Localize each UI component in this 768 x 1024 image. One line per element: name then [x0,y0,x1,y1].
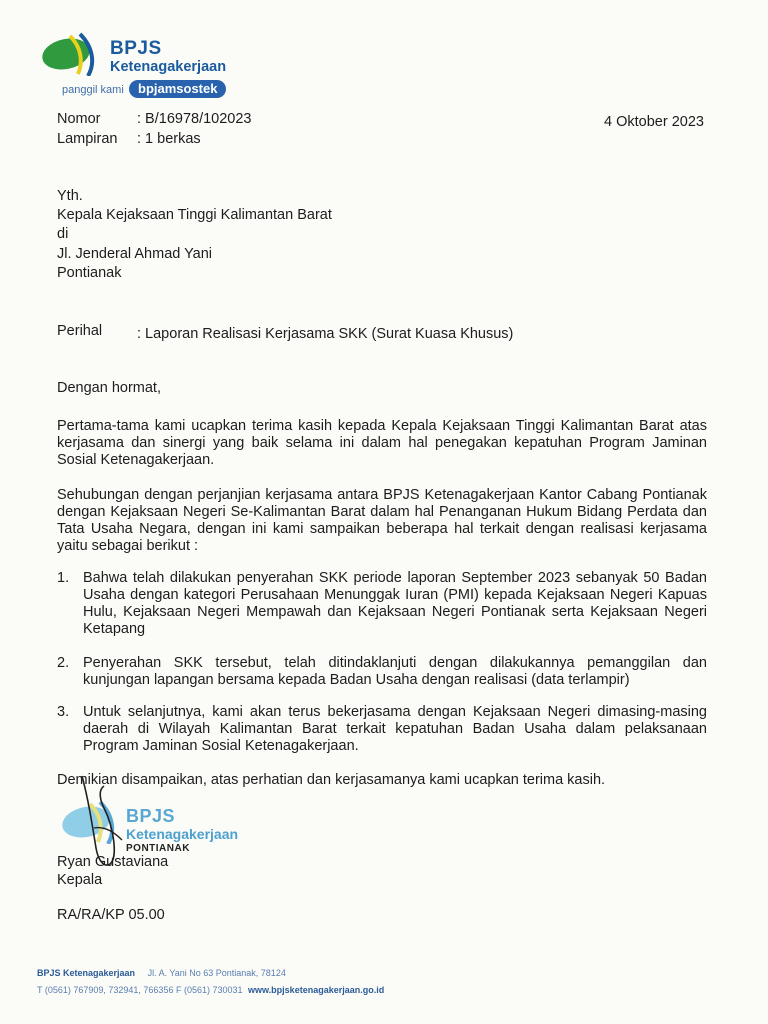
list-item [57,570,707,638]
subject-label: Perihal [57,323,103,339]
footer-address: Jl. A. Yani No 63 Pontianak, 78124 [147,968,286,978]
paragraph-intro: Pertama-tama kami ucapkan terima kasih kepada Kepala Kejaksaan Tinggi Kalimantan Barat atas kerjasama dan sinergi yang baik selama ini dalam hal penegakan kepatuhan Program Jaminan Sosial Ketenagakerjaan. [57,418,707,468]
tagline-prefix: panggil kami [62,84,124,96]
lampiran-value: : 1 berkas [137,131,201,147]
list-item [57,704,707,755]
footer-line-2 [37,985,384,995]
footer-phones: T (0561) 767909, 732941, 766356 F (0561) 730031 [37,985,243,995]
paragraph-context: Sehubungan dengan perjanjian kerjasama antara BPJS Ketenagakerjaan Kantor Cabang Pontianak dengan Kejaksaan Negeri Se-Kalimantan Barat dalam hal Penanganan Hukum Bidang Perdata dan Tata Usaha Negara, dengan ini kami sampaikan beberapa hal terkait dengan realisasi kerjasama yaitu sebagai berikut : [57,487,707,554]
greeting: Dengan hormat, [57,380,161,396]
stamp-subtitle: Ketenagakerjaan [126,826,239,842]
closing: Demikian disampaikan, atas perhatian dan kerjasamanya kami ucapkan terima kasih. [57,772,606,788]
footer-website[interactable]: www.bpjsketenagakerjaan.go.id [248,985,385,995]
letterhead-logo [40,32,260,102]
letter-date: 4 Oktober 2023 [604,114,704,130]
recipient-title: Kepala Kejaksaan Tinggi Kalimantan Barat [57,207,332,223]
bpjs-logo-icon [40,32,106,76]
recipient-at: di [57,226,69,242]
footer-org: BPJS Ketenagakerjaan [37,968,136,978]
logo-subtitle: Ketenagakerjaan [110,59,227,75]
tagline-brand: bpjamsostek [129,80,226,98]
signatory-title: Kepala [57,872,103,888]
recipient-salutation: Yth. [57,188,83,204]
list-item [57,655,707,689]
reference-code: RA/RA/KP 05.00 [57,907,165,923]
lampiran-label: Lampiran [57,131,118,147]
list-item-number: 1. [57,570,70,586]
logo-brand: BPJS [110,38,162,59]
signatory-name: Ryan Gustaviana [57,854,169,870]
list-item-text: Penyerahan SKK tersebut, telah ditindaklanjuti dengan dilakukannya pemanggilan dan kunjungan lapangan bersama kepada Badan Usaha dengan realisasi (data terlampir) [83,655,707,688]
nomor-label: Nomor [57,111,101,127]
list-item-text: Bahwa telah dilakukan penyerahan SKK periode laporan September 2023 sebanyak 50 Badan Usaha dengan kategori Perusahaan Menunggak Iuran (PMI) kepada Kejaksaan Negeri Kapuas Hulu, Kejaksaan Negeri Mempawah dan Kejaksaan Negeri Pontianak serta Kejaksaan Negeri Ketapang [83,570,707,637]
stamp-brand: BPJS [126,806,176,826]
subject-value: : Laporan Realisasi Kerjasama SKK (Surat Kuasa Khusus) [137,326,514,342]
list-item-number: 3. [57,704,70,720]
recipient-city: Pontianak [57,265,122,281]
nomor-value: : B/16978/102023 [137,111,252,127]
recipient-street: Jl. Jenderal Ahmad Yani [57,246,213,262]
stamp-city: PONTIANAK [126,843,190,854]
footer-line-1 [37,968,286,978]
list-item-text: Untuk selanjutnya, kami akan terus bekerjasama dengan Kejaksaan Negeri dimasing-masing daerah di Wilayah Kalimantan Barat terkait kepatuhan Badan Usaha dalam pelaksanaan Program Jaminan Sosial Ketenagakerjaan. [83,704,707,754]
list-item-number: 2. [57,655,70,671]
